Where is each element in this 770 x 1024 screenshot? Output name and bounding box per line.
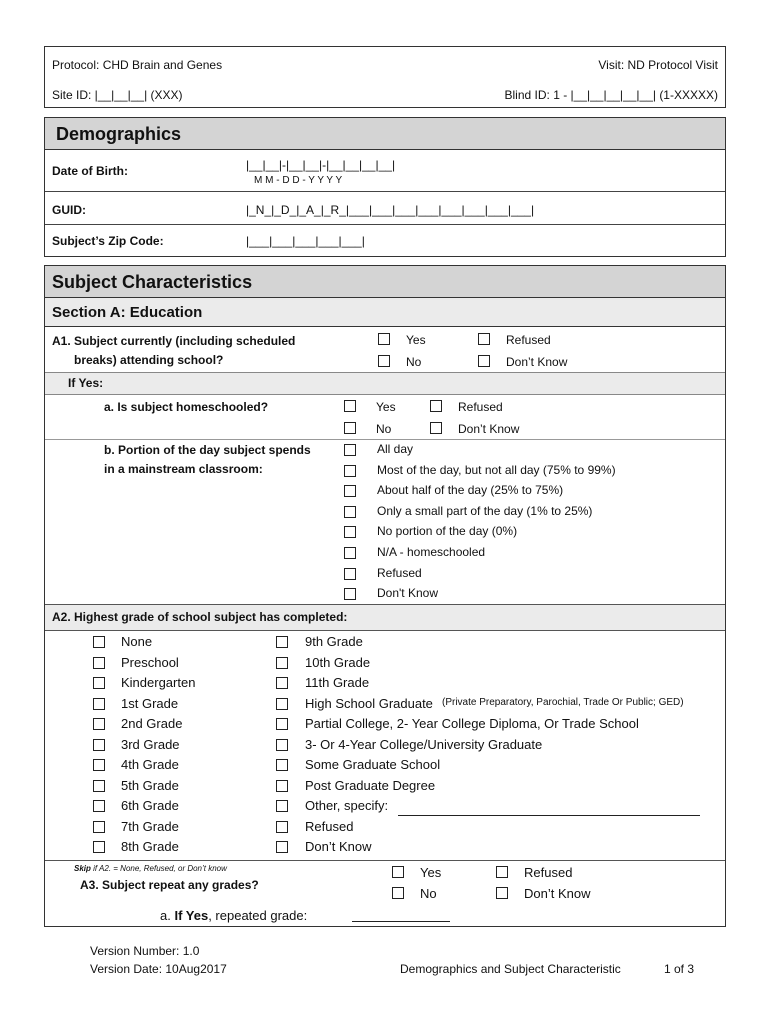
a1-refused-checkbox[interactable] <box>478 333 490 345</box>
a2-grade-col2-label-2: 11th Grade <box>305 675 370 690</box>
a1b-option-label-5: N/A - homeschooled <box>377 545 486 559</box>
a1a-question: a. Is subject homeschooled? <box>104 400 269 414</box>
dob-label: Date of Birth: <box>52 164 128 178</box>
a1-yes-label: Yes <box>406 333 426 347</box>
a2-grade-col2-label-4: Partial College, 2- Year College Diploma, Or Trade School <box>305 716 639 731</box>
guid-label: GUID: <box>52 203 86 217</box>
a2-grade-col1-label-4: 2nd Grade <box>121 716 183 731</box>
a3-no-checkbox[interactable] <box>392 887 404 899</box>
hs-grad-note: (Private Preparatory, Parochial, Trade Or Public; GED) <box>442 697 684 708</box>
divider <box>45 191 725 192</box>
divider <box>45 224 725 225</box>
a1b-question-line1: b. Portion of the day subject spends <box>104 443 311 457</box>
a1a-yes-checkbox[interactable] <box>344 400 356 412</box>
a2-grade-col2-checkbox-6[interactable] <box>276 759 288 771</box>
a2-grade-col1-checkbox-0[interactable] <box>93 636 105 648</box>
a1b-option-checkbox-6[interactable] <box>344 568 356 580</box>
a2-grade-col1-checkbox-3[interactable] <box>93 698 105 710</box>
a3-refused-label: Refused <box>524 865 573 880</box>
version-number: Version Number: 1.0 <box>90 944 200 958</box>
a2-grade-col2-checkbox-7[interactable] <box>276 780 288 792</box>
a2-grade-col1-label-10: 8th Grade <box>121 839 179 854</box>
a2-grade-col2-checkbox-9[interactable] <box>276 821 288 833</box>
a2-grade-col2-checkbox-1[interactable] <box>276 657 288 669</box>
a2-grade-col1-label-7: 5th Grade <box>121 777 179 793</box>
a1b-option-label-2: About half of the day (25% to 75%) <box>377 483 564 498</box>
a2-grade-col2-label-5: 3- Or 4-Year College/University Graduate <box>305 736 543 752</box>
a2-grade-col1-checkbox-7[interactable] <box>93 780 105 792</box>
a1b-option-label-3: Only a small part of the day (1% to 25%) <box>377 503 593 518</box>
a1-question-line1: A1. Subject currently (including scheduled <box>52 334 296 348</box>
a1-yes-checkbox[interactable] <box>378 333 390 345</box>
blind-id-field[interactable]: Blind ID: 1 - |__|__|__|__|__| (1-XXXXX) <box>504 88 718 102</box>
a1b-option-checkbox-4[interactable] <box>344 526 356 538</box>
a2-grade-col1-label-1: Preschool <box>121 654 179 670</box>
a3-yes-label: Yes <box>420 865 442 880</box>
a3a-question <box>160 908 307 923</box>
characteristics-title: Subject Characteristics <box>52 272 253 292</box>
guid-field[interactable]: |_N_|_D_|_A_|_R_|___|___|___|___|___|___|___|___| <box>246 203 535 217</box>
a1b-option-checkbox-0[interactable] <box>344 444 356 456</box>
a3-no-label: No <box>420 886 437 901</box>
if-yes-row <box>45 372 725 395</box>
page-number: 1 of 3 <box>664 962 695 976</box>
other-specify-line[interactable] <box>398 815 700 816</box>
a1a-dont-know-checkbox[interactable] <box>430 422 442 434</box>
a2-grade-col2-label-10: Don’t Know <box>305 839 372 854</box>
a3-refused-checkbox[interactable] <box>496 866 508 878</box>
a2-grade-col2-checkbox-5[interactable] <box>276 739 288 751</box>
a2-grade-col1-label-8: 6th Grade <box>121 798 179 813</box>
a1b-option-label-6: Refused <box>377 565 422 580</box>
a1a-refused-label: Refused <box>458 400 503 414</box>
a3-question: A3. Subject repeat any grades? <box>80 878 259 892</box>
a1a-dont-know-label: Don’t Know <box>458 422 520 436</box>
a1a-no-checkbox[interactable] <box>344 422 356 434</box>
a1b-option-checkbox-7[interactable] <box>344 588 356 600</box>
version-date: Version Date: 10Aug2017 <box>90 962 227 976</box>
a1a-yes-label: Yes <box>376 400 396 414</box>
a2-question: A2. Highest grade of school subject has completed: <box>52 610 348 624</box>
a2-grade-col2-checkbox-4[interactable] <box>276 718 288 730</box>
a1-question-line2: breaks) attending school? <box>74 353 224 367</box>
a2-grade-col2-checkbox-10[interactable] <box>276 841 288 853</box>
a1b-question-line2: in a mainstream classroom: <box>104 462 263 476</box>
document-name: Demographics and Subject Characteristic <box>400 962 621 976</box>
dob-field[interactable]: |__|__|-|__|__|-|__|__|__|__| <box>246 158 396 172</box>
a1-dont-know-label: Don’t Know <box>506 355 568 369</box>
a3-yes-checkbox[interactable] <box>392 866 404 878</box>
visit-text: Visit: ND Protocol Visit <box>598 58 718 72</box>
a2-grade-col1-checkbox-2[interactable] <box>93 677 105 689</box>
a2-grade-col1-checkbox-1[interactable] <box>93 657 105 669</box>
a2-grade-col2-checkbox-3[interactable] <box>276 698 288 710</box>
a1b-option-label-7: Don't Know <box>377 586 438 601</box>
a1a-refused-checkbox[interactable] <box>430 400 442 412</box>
a2-grade-col1-label-5: 3rd Grade <box>121 736 180 752</box>
a2-grade-col2-label-1: 10th Grade <box>305 654 371 670</box>
a1b-option-label-4: No portion of the day (0%) <box>377 524 518 539</box>
a3a-rest: , repeated grade: <box>208 908 308 923</box>
a2-grade-col1-checkbox-10[interactable] <box>93 841 105 853</box>
demographics-title: Demographics <box>56 124 182 144</box>
a1-no-label: No <box>406 355 422 369</box>
a2-grade-col1-label-0: None <box>121 634 153 649</box>
a2-grade-col1-checkbox-6[interactable] <box>93 759 105 771</box>
if-yes-label: If Yes: <box>68 376 104 390</box>
a1b-option-label-1: Most of the day, but not all day (75% to 99%) <box>377 462 616 477</box>
a3-dont-know-label: Don’t Know <box>524 886 591 901</box>
a2-grade-col1-checkbox-8[interactable] <box>93 800 105 812</box>
a1b-option-label-0: All day <box>377 442 414 456</box>
a1b-option-checkbox-3[interactable] <box>344 506 356 518</box>
section-a-title: Section A: Education <box>52 304 203 321</box>
a1-dont-know-checkbox[interactable] <box>478 355 490 367</box>
a1-refused-label: Refused <box>506 333 551 347</box>
a2-grade-col1-label-3: 1st Grade <box>121 695 179 711</box>
a2-grade-col2-checkbox-0[interactable] <box>276 636 288 648</box>
a3a-prefix: a. <box>160 908 175 923</box>
divider <box>45 439 725 440</box>
repeated-grade-line[interactable] <box>352 921 450 922</box>
a2-grade-col2-label-6: Some Graduate School <box>305 757 441 772</box>
skip-note-bold: Skip <box>74 864 91 873</box>
dob-format-hint: M M - D D - Y Y Y Y <box>254 175 343 186</box>
a2-grade-col2-label-3: High School Graduate <box>305 695 433 711</box>
a1b-option-checkbox-2[interactable] <box>344 485 356 497</box>
a2-grade-col1-checkbox-4[interactable] <box>93 718 105 730</box>
a1a-no-label: No <box>376 422 392 436</box>
zip-field[interactable]: |___|___|___|___|___| <box>246 234 365 248</box>
a2-grade-col2-label-9: Refused <box>305 818 354 834</box>
a2-grade-col2-label-8: Other, specify: <box>305 798 389 813</box>
protocol-text: Protocol: CHD Brain and Genes <box>52 58 223 72</box>
a2-grade-col1-label-9: 7th Grade <box>121 818 179 834</box>
a1b-option-checkbox-5[interactable] <box>344 547 356 559</box>
site-id-field[interactable]: Site ID: |__|__|__| (XXX) <box>52 88 183 102</box>
skip-note-text: if A2. = None, Refused, or Don’t know <box>90 864 227 873</box>
a1b-option-checkbox-1[interactable] <box>344 465 356 477</box>
a2-grade-col2-checkbox-2[interactable] <box>276 677 288 689</box>
divider <box>45 860 725 861</box>
a2-grade-col1-checkbox-9[interactable] <box>93 821 105 833</box>
skip-note <box>74 864 227 873</box>
a2-grade-col2-label-0: 9th Grade <box>305 634 363 649</box>
a1-no-checkbox[interactable] <box>378 355 390 367</box>
a2-grade-col1-label-2: Kindergarten <box>121 675 196 690</box>
zip-label: Subject’s Zip Code: <box>52 234 164 248</box>
a3a-if-yes: If Yes <box>174 908 209 923</box>
a2-grade-col2-checkbox-8[interactable] <box>276 800 288 812</box>
a2-grade-col1-label-6: 4th Grade <box>121 757 179 772</box>
a3-dont-know-checkbox[interactable] <box>496 887 508 899</box>
a2-grade-col1-checkbox-5[interactable] <box>93 739 105 751</box>
a2-grade-col2-label-7: Post Graduate Degree <box>305 777 436 793</box>
